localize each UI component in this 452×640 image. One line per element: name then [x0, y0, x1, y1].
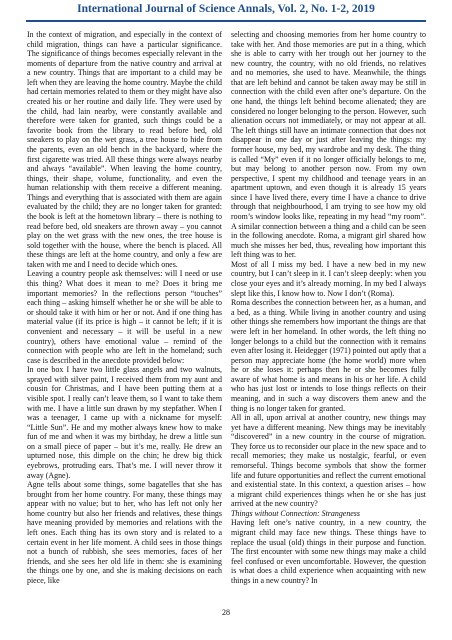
section-heading: Things without Connection: Strangeness [231, 508, 360, 518]
paragraph: Leaving a country people ask themselves: will I need or use this thing? What does it mean to me? Does it bring me important memories? In the reflections person “touches” each thing – asking himself whether he or she will be able to or should take it with him or her or not. And if one thing has material value (if its price is high – it cannot be left; if it is convenient and necessary – it will be useful in a new country), others have emotional value – remind of the connection with people who are left in the homeland; such case is described in the anecdote provided below: [27, 269, 222, 365]
header-divider [26, 20, 426, 22]
paragraph: All in all, upon arrival at another country, new things may yet have a different meaning. New things may be inevitably “discovered” in a new country in the course of migration. They force us to reconsider our place in the new space and to recall memories; they make us nostalgic, fearful, or even remorseful. Things become symbols that show the former life and future opportunities and reflect the current emotional and existential state. In this context, a question arises – how a migrant child experiences things when he or she has just arrived at the new country? [231, 413, 426, 509]
paragraph: Agne tells about some things, some bagatelles that she has brought from her home country. For many, these things may appear with no value; but to her, who has left not only her home country but also her friends and relatives, these things have meaning provided by memories and relations with the left ones. Each thing has its own story and is related to a certain event in her life moment. A child sees in those things not a bunch of rubbish, she sees memories, faces of her friends, and she sees her old life in them: she is examining the things one by one, and she is making decisions on each piece, like [27, 480, 222, 585]
left-column [27, 30, 222, 605]
running-header [0, 0, 452, 26]
block-quote: In one box I have two little glass angels and two walnuts, sprayed with silver paint, I received them from my aunt and cousin for Christmas, and I have been putting them at a visible spot. I really can’t leave them, so I want to take them with me. I have a little sun drawn by my stepfather. When I was a teenager, I came up with a nickname for myself: “Little Sun”. He and my mother always knew how to make fun of me and when it was my birthday, he drew a little sun on a small piece of paper – but it’s me, really. He drew an upturned nose, this dimple on the chin; he drew big thick eyebrows, protruding ears. That’s me. I will never throw it away (Agne). [27, 365, 222, 480]
paragraph: Roma describes the connection between her, as a human, and a bed, as a thing. While living in another country and using other things she remembers how important the things are that were left in her homeland. In other words, the left thing no longer belongs to a child but the connection with it remains even after losing it. Heidegger (1971) pointed out aptly that a person may appreciate home (the home world) more when he or she loses it: perhaps then he or she becomes fully aware of what home is and means in his or her life. A child who has just lost or intends to lose things reflects on their meaning, and in such a way discovers them anew and the thing is no longer taken for granted. [231, 298, 426, 413]
journal-title: International Journal of Science Annals, Vol. 2, No. 1-2, 2019 [77, 3, 375, 15]
paragraph: selecting and choosing memories from her home country to take with her. And those memories are put in a thing, which she is able to carry with her trough out her journey to the new country, the country, with no old friends, no relatives and no memories, she used to have. Meanwhile, the things that are left behind and cannot be taken away may be still in connection with the child even after one’s departure. On the one hand, the things left behind become alienated; they are considered no longer belonging to the person. However, such alienation occurs not immediately, or may not appear at all. The left things still have an intimate connection that does not disappear in one day or just after leaving the things: my former house, my bed, my wardrobe and my desk. The thing is called “My” even if it no longer officially belongs to me, but may belong to another person now. From my own perspective, I spent my childhood and teenage years in an apartment uptown, and even though it is already 15 years since I have lived there, every time I have a chance to drive through that neighbourhood, I am trying to see how my old room’s window looks like, repeating in my head “my room”. A similar connection between a thing and a child can be seen in the following anecdote. Roma, a migrant girl shared how much she misses her bed, thus, revealing how important this left thing was to her. [231, 30, 426, 260]
paragraph: In the context of migration, and especially in the context of child migration, things can have a particular significance. The significance of things becomes especially relevant in the moments of departure from the native country and arrival at a new country. Things that are important to a child may be left when they are leaving the home country. Maybe the child had certain memories related to them or they might have also created his or her routine and daily life. They were used by the child, had lain nearby, were constantly available and therefore were taken for granted, such things could be a favorite book from the library to read before bed, old sneakers to play on the wet grass, a tree house to hide from the parents, even an old bench in the backyard, where the first cigarette was tried. All these things were always nearby and always “available”. When leaving the home country, things, their shape, volume, functionality, and even the human relationship with them receive a different meaning. Things and everything that is associated with them are again evaluated by the child; they are no longer taken for granted: the book is left at the hometown library – there is nothing to read before bed, old sneakers are thrown away – you cannot play on the wet grass with the new ones, the tree house is sold together with the house, where the bench is placed. All these things are left at the home country, and only a few are taken with me and I need to decide which ones. [27, 30, 222, 269]
right-column [231, 30, 426, 605]
paragraph: Having left one’s native country, in a new country, the migrant child may face new things. These things have to replace the usual (old) things in their purpose and function. The first encounter with some new things may make a child feel confused or even uncomfortable. However, the question is what does a child experience when acquainting with new things in a new country? In [231, 518, 426, 585]
page-number: 28 [222, 608, 230, 617]
block-quote: Most of all I miss my bed. I have a new bed in my new country, but I can’t sleep in it. I can’t sleep deeply: when you close your eyes and it’s already morning. In my bed I always slept like this, I know how to. Now I don’t (Roma). [231, 259, 426, 298]
